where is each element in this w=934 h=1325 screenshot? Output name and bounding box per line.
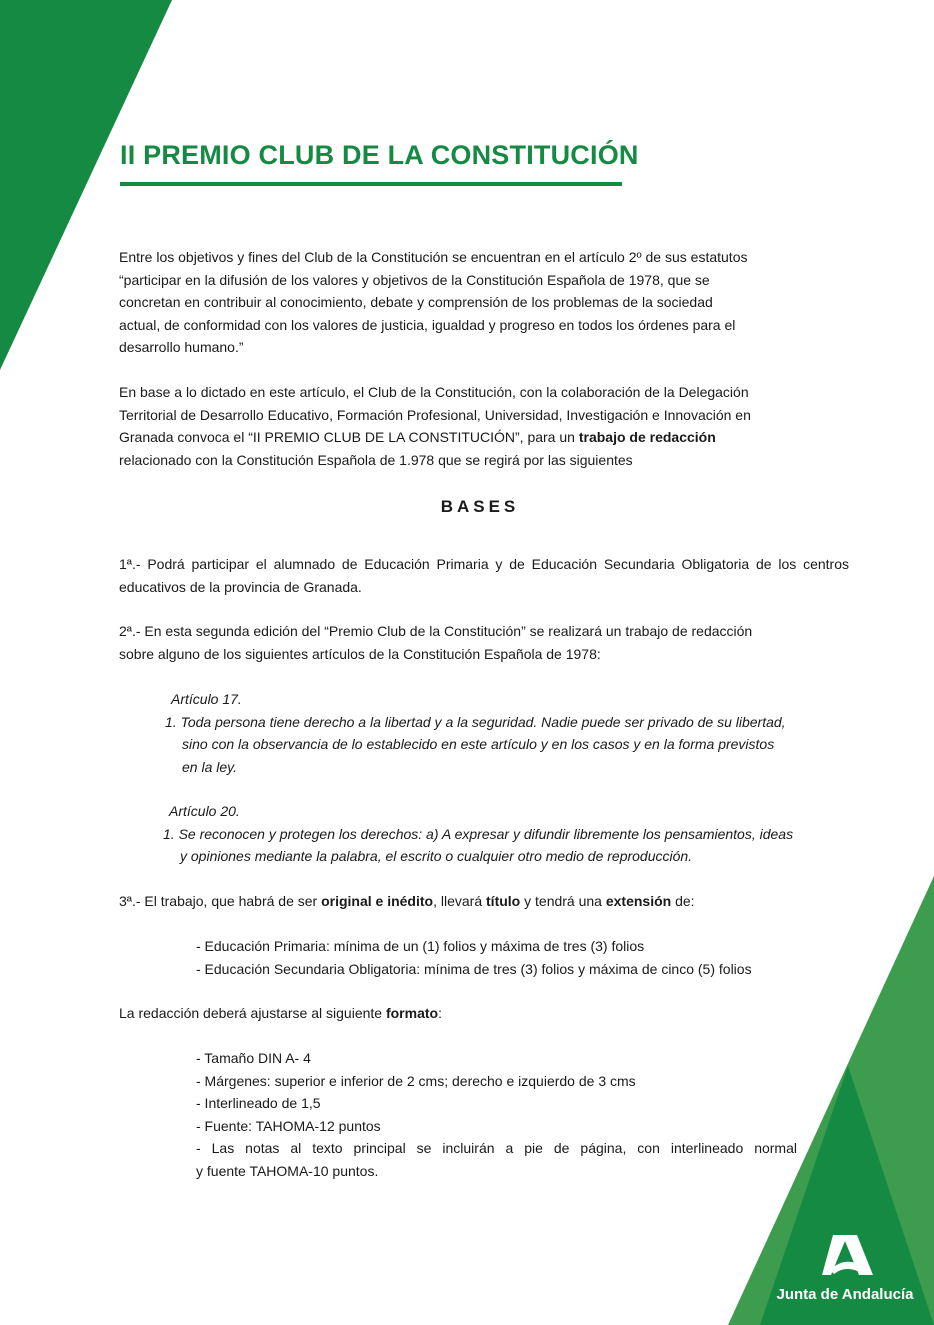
base-3-text: de:	[671, 893, 695, 909]
base-2-line: sobre alguno de los siguientes artículos de la Constitución Española de 1978:	[119, 645, 601, 662]
format-item: - Fuente: TAHOMA-12 puntos	[196, 1118, 381, 1134]
logo-text: Junta de Andalucía	[776, 1286, 914, 1303]
intro-paragraph-1	[119, 246, 849, 359]
intro-p2-line: relacionado con la Constitución Española de 1.978 que se regirá por las siguientes	[119, 451, 633, 468]
format-text: La redacción deberá ajustarse al siguiente	[119, 1005, 386, 1021]
format-item: y fuente TAHOMA-10 puntos.	[196, 1163, 379, 1179]
article-line: sino con la observancia de lo establecido en este artículo y en los casos y en la forma previstos	[182, 736, 775, 753]
intro-p1-line: desarrollo humano.”	[119, 339, 244, 356]
junta-de-andalucia-logo	[770, 1228, 920, 1303]
intro-p2-line: Granada convoca el “II PREMIO CLUB DE LA CONSTITUCIÓN”, para un	[119, 429, 575, 446]
base-3-bold: extensión	[605, 893, 672, 909]
format-item: - Las notas al texto principal se incluirán a pie de página, con interlineado normal	[196, 1140, 797, 1156]
format-intro	[119, 1002, 849, 1025]
base-1: 1ª.- Podrá participar el alumnado de Educación Primaria y de Educación Secundaria Obligatoria de los centros educativos de la provincia de Granada.	[119, 556, 849, 595]
format-item: - Interlineado de 1,5	[196, 1095, 321, 1111]
intro-p1-line: actual, de conformidad con los valores de justicia, igualdad y progreso en todos los órdenes para el	[119, 316, 736, 333]
extension-item: - Educación Secundaria Obligatoria: mínima de tres (3) folios y máxima de cinco (5) folios	[196, 961, 752, 977]
intro-p1-line: Entre los objetivos y fines del Club de la Constitución se encuentran en el artículo 2º de sus estatutos	[119, 249, 748, 265]
article-heading: Artículo 17.	[171, 691, 242, 707]
andalucia-a-logo-icon	[770, 1228, 920, 1284]
article-line: en la ley.	[182, 758, 237, 775]
base-2	[119, 620, 849, 665]
format-item: - Márgenes: superior e inferior de 2 cms; derecho e izquierdo de 3 cms	[196, 1073, 636, 1089]
article-heading: Artículo 20.	[169, 803, 240, 819]
article-line: 1. Toda persona tiene derecho a la libertad y a la seguridad. Nadie puede ser privado de su libertad,	[165, 713, 786, 730]
intro-p2-line: En base a lo dictado en este artículo, el Club de la Constitución, con la colaboración de la Delegación	[119, 384, 749, 400]
base-3-bold: original e inédito	[321, 893, 434, 909]
base-2-line: 2ª.- En esta segunda edición del “Premio Club de la Constitución” se realizará un trabajo de redacción	[119, 623, 753, 639]
format-end: :	[438, 1005, 442, 1021]
intro-paragraph-2	[119, 381, 849, 471]
article-20-quote	[163, 800, 793, 868]
extension-item: - Educación Primaria: mínima de un (1) folios y máxima de tres (3) folios	[196, 938, 645, 954]
title-underline	[120, 182, 622, 186]
intro-p1-line: concretan en contribuir al conocimiento, debate y comprensión de los problemas de la sociedad	[119, 294, 713, 311]
base-3-text: y tendrá una	[520, 893, 606, 909]
intro-p1-line: “participar en la difusión de los valores y objetivos de la Constitución Española de 1978, que se	[119, 271, 710, 288]
article-line: 1. Se reconocen y protegen los derechos: a) A expresar y difundir libremente los pensamientos, ideas	[163, 825, 794, 842]
intro-p2-line: Territorial de Desarrollo Educativo, Formación Profesional, Universidad, Investigación e Innovación en	[119, 406, 751, 423]
bases-heading: BASES	[440, 497, 520, 516]
page-title: II PREMIO CLUB DE LA CONSTITUCIÓN	[120, 140, 639, 170]
base-3-text: , llevará	[433, 893, 487, 909]
base-3-text: 3ª.- El trabajo, que habrá de ser	[119, 893, 322, 909]
article-line: y opiniones mediante la palabra, el escrito o cualquier otro medio de reproducción.	[180, 848, 693, 865]
base-3	[119, 890, 849, 913]
base-3-bold: título	[486, 893, 521, 909]
format-bold: formato	[385, 1005, 439, 1021]
format-item: - Tamaño DIN A- 4	[196, 1050, 311, 1066]
article-17-quote	[165, 688, 786, 778]
intro-p2-bold: trabajo de redacción	[578, 429, 716, 446]
